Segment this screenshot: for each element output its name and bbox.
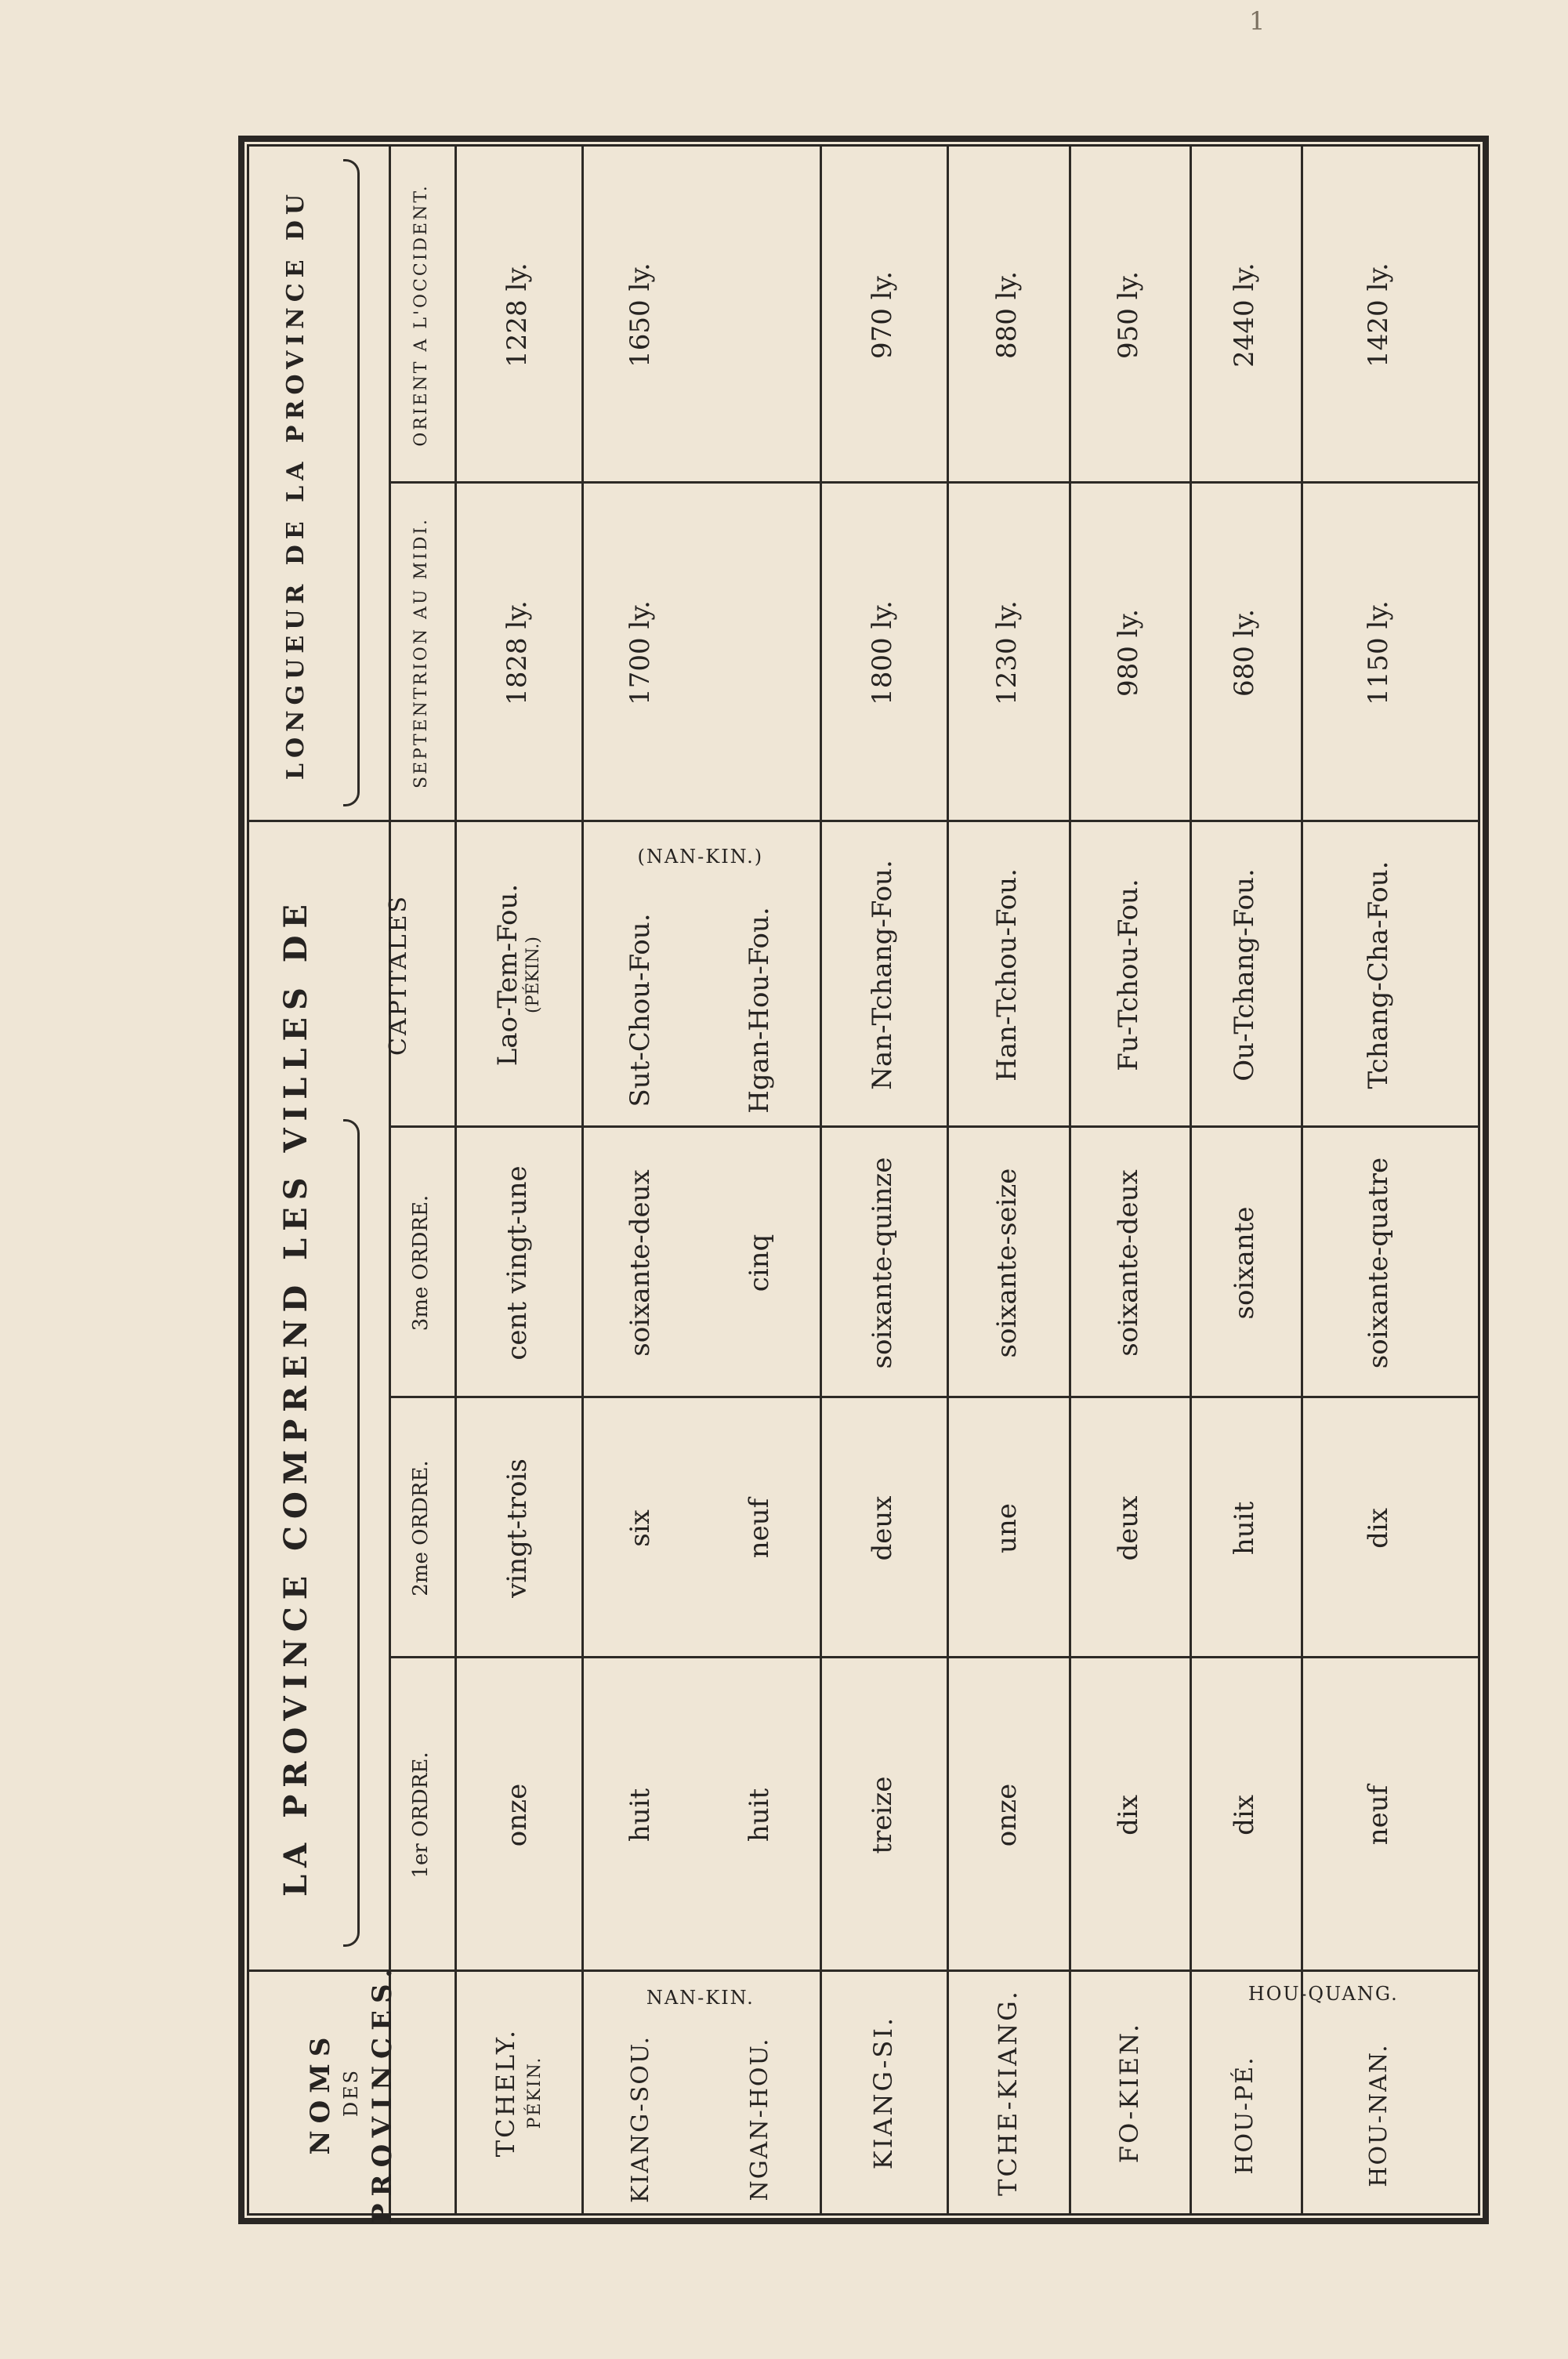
nord-sud-value: 980 ly.	[1113, 608, 1145, 698]
nord-sud-value: 680 ly.	[1229, 608, 1261, 698]
header-first-order	[389, 1658, 454, 1972]
villes-title-text: LA PROVINCE COMPREND LES VILLES DE	[277, 897, 314, 1897]
header-capitales	[343, 822, 454, 1128]
table-row	[947, 147, 1069, 2213]
third-order-value: soixante-quatre	[1363, 1157, 1395, 1369]
province-name: NGAN-HOU.	[745, 2037, 773, 2201]
header-third-order-text: 3me ORDRE.	[409, 1194, 433, 1332]
noms-title-2: DES	[340, 2067, 363, 2118]
province-cell	[947, 1972, 1069, 2213]
third-order-cell	[1190, 1128, 1301, 1398]
header-third-order	[389, 1128, 454, 1398]
capital-value: Sut-Chou-Fou.	[625, 913, 657, 1107]
province-cell	[701, 2025, 820, 2213]
noms-header	[249, 1961, 454, 2224]
capital-cell	[820, 822, 947, 1128]
capital-value: Fu-Tchou-Fou.	[1113, 879, 1145, 1071]
est-ouest-cell	[1069, 147, 1190, 484]
capital-value: Lao-Tem-Fou.	[491, 883, 523, 1067]
second-order-value: deux	[1113, 1495, 1145, 1561]
table-row	[1301, 147, 1458, 2213]
header-orient	[389, 147, 454, 484]
third-order-value: cinq	[744, 1234, 776, 1292]
second-order-cell	[1069, 1398, 1190, 1658]
third-order-value: soixante	[1229, 1206, 1261, 1320]
first-order-cell	[581, 1658, 701, 1972]
third-order-cell	[701, 1128, 820, 1398]
second-order-cell	[947, 1398, 1069, 1658]
page-number: 1	[1249, 6, 1266, 36]
third-order-cell	[581, 1128, 701, 1398]
first-order-cell	[454, 1658, 581, 1972]
third-order-value: soixante-deux	[625, 1169, 657, 1357]
province-sub: PÉKIN.	[524, 2056, 545, 2129]
est-ouest-value: 880 ly.	[991, 270, 1023, 360]
third-order-cell	[947, 1128, 1069, 1398]
first-order-value: onze	[502, 1783, 534, 1847]
table-row	[701, 147, 820, 2213]
capital-cell	[701, 893, 820, 1128]
second-order-value: dix	[1363, 1508, 1395, 1549]
capital-value: Nan-Tchang-Fou.	[867, 860, 899, 1090]
province-cell	[1301, 2017, 1458, 2213]
est-ouest-value: 1650 ly.	[625, 263, 657, 368]
longueur-brace	[343, 159, 360, 806]
villes-brace	[343, 1119, 360, 1947]
est-ouest-cell	[1301, 147, 1458, 484]
est-ouest-value: 950 ly.	[1113, 270, 1145, 360]
first-order-value: onze	[991, 1783, 1023, 1847]
second-order-value: neuf	[744, 1498, 776, 1559]
nord-sud-cell	[454, 484, 581, 822]
table-row	[1069, 147, 1190, 2213]
first-order-value: treize	[867, 1776, 899, 1854]
capital-cell	[1190, 822, 1301, 1128]
capital-cell	[947, 822, 1069, 1128]
capital-cell	[454, 822, 581, 1128]
nord-sud-value: 1150 ly.	[1363, 600, 1395, 705]
nord-sud-cell	[947, 484, 1069, 822]
third-order-cell	[454, 1128, 581, 1398]
second-order-cell	[1190, 1398, 1301, 1658]
est-ouest-cell	[820, 147, 947, 484]
header-second-order	[389, 1398, 454, 1658]
capital-value: Hgan-Hou-Fou.	[744, 907, 776, 1114]
second-order-cell	[1301, 1398, 1458, 1658]
header-orient-text: ORIENT A L'OCCIDENT.	[411, 183, 432, 447]
province-cell	[820, 1972, 947, 2213]
capital-cell	[1069, 822, 1190, 1128]
est-ouest-cell	[701, 147, 820, 484]
est-ouest-value: 2440 ly.	[1229, 263, 1261, 368]
capital-sub: (PÉKIN.)	[523, 937, 543, 1013]
est-ouest-cell	[947, 147, 1069, 484]
longueur-title	[249, 147, 343, 822]
province-name: FO-KIEN.	[1114, 2021, 1144, 2164]
province-name: TCHE-KIANG.	[992, 1989, 1023, 2196]
nord-sud-cell	[1069, 484, 1190, 822]
est-ouest-value: 1228 ly.	[502, 263, 534, 368]
third-order-value: soixante-seize	[991, 1168, 1023, 1358]
first-order-cell	[820, 1658, 947, 1972]
first-order-value: neuf	[1363, 1785, 1395, 1846]
nord-sud-cell	[820, 484, 947, 822]
capital-value: Tchang-Cha-Fou.	[1363, 861, 1395, 1089]
est-ouest-cell	[454, 147, 581, 484]
nord-sud-value: 1700 ly.	[625, 600, 657, 705]
province-name: KIANG-SOU.	[626, 2035, 654, 2204]
header-septentrion	[389, 484, 454, 822]
third-order-cell	[1069, 1128, 1190, 1398]
villes-title	[249, 822, 343, 1972]
province-name: HOU-NAN.	[1364, 2043, 1392, 2187]
header-second-order-text: 2me ORDRE.	[409, 1460, 433, 1596]
third-order-value: cent vingt-une	[502, 1165, 534, 1361]
province-cell	[454, 1972, 581, 2213]
second-order-value: une	[991, 1503, 1023, 1553]
hou-quang-label: HOU-QUANG.	[1248, 1983, 1399, 2006]
third-order-cell	[1301, 1128, 1458, 1398]
nord-sud-value: 1230 ly.	[991, 600, 1023, 705]
third-order-value: soixante-deux	[1113, 1169, 1145, 1357]
second-order-cell	[581, 1398, 701, 1658]
noms-title-3: PROVINCES.	[366, 1961, 398, 2224]
hou-quang-group	[1190, 1972, 1458, 2017]
first-order-cell	[1301, 1658, 1458, 1972]
nan-kin-capital-group	[581, 822, 820, 893]
nord-sud-cell	[701, 484, 820, 822]
second-order-value: vingt-trois	[502, 1459, 534, 1598]
capital-value: Han-Tchou-Fou.	[991, 868, 1023, 1082]
longueur-title-text: LONGUEUR DE LA PROVINCE DU	[281, 188, 310, 781]
first-order-cell	[947, 1658, 1069, 1972]
nan-kin-capital-label: (NAN-KIN.)	[637, 846, 764, 868]
nord-sud-cell	[581, 484, 701, 822]
est-ouest-value: 1420 ly.	[1363, 263, 1395, 368]
est-ouest-cell	[581, 147, 701, 484]
first-order-cell	[701, 1658, 820, 1972]
table-row	[1190, 147, 1301, 2213]
province-name: KIANG-SI.	[867, 2015, 898, 2170]
province-name: TCHELY.	[490, 2027, 520, 2158]
nord-sud-value: 1800 ly.	[867, 600, 899, 705]
second-order-value: huit	[1229, 1501, 1261, 1556]
nord-sud-cell	[1190, 484, 1301, 822]
second-order-value: six	[625, 1509, 657, 1547]
second-order-cell	[454, 1398, 581, 1658]
est-ouest-cell	[1190, 147, 1301, 484]
nan-kin-province-label: NAN-KIN.	[646, 1987, 755, 2009]
nord-sud-cell	[1301, 484, 1458, 822]
header-capitales-text: CAPITALES	[384, 893, 412, 1056]
province-cell	[581, 2025, 701, 2213]
province-cell	[1069, 1972, 1190, 2213]
rotated-table	[249, 147, 1479, 2224]
first-order-value: dix	[1229, 1795, 1261, 1835]
est-ouest-value: 970 ly.	[867, 270, 899, 360]
nan-kin-province-group	[581, 1972, 820, 2025]
nord-sud-value: 1828 ly.	[502, 600, 534, 705]
capital-cell	[581, 893, 701, 1128]
first-order-cell	[1190, 1658, 1301, 1972]
header-septentrion-text: SEPTENTRION AU MIDI.	[411, 516, 432, 789]
first-order-value: huit	[625, 1788, 657, 1843]
province-cell	[1190, 2017, 1301, 2213]
second-order-cell	[820, 1398, 947, 1658]
table-row	[454, 147, 581, 2213]
first-order-cell	[1069, 1658, 1190, 1972]
table-row	[820, 147, 947, 2213]
first-order-value: dix	[1113, 1795, 1145, 1835]
capital-value: Ou-Tchang-Fou.	[1229, 868, 1261, 1082]
second-order-value: deux	[867, 1495, 899, 1561]
header-first-order-text: 1er ORDRE.	[409, 1752, 433, 1879]
table-row	[581, 147, 701, 2213]
capital-cell	[1301, 822, 1458, 1128]
third-order-cell	[820, 1128, 947, 1398]
first-order-value: huit	[744, 1788, 776, 1843]
noms-title-1: NOMS	[305, 2030, 337, 2155]
second-order-cell	[701, 1398, 820, 1658]
third-order-value: soixante-quinze	[867, 1157, 899, 1369]
province-name: HOU-PÉ.	[1230, 2056, 1258, 2175]
